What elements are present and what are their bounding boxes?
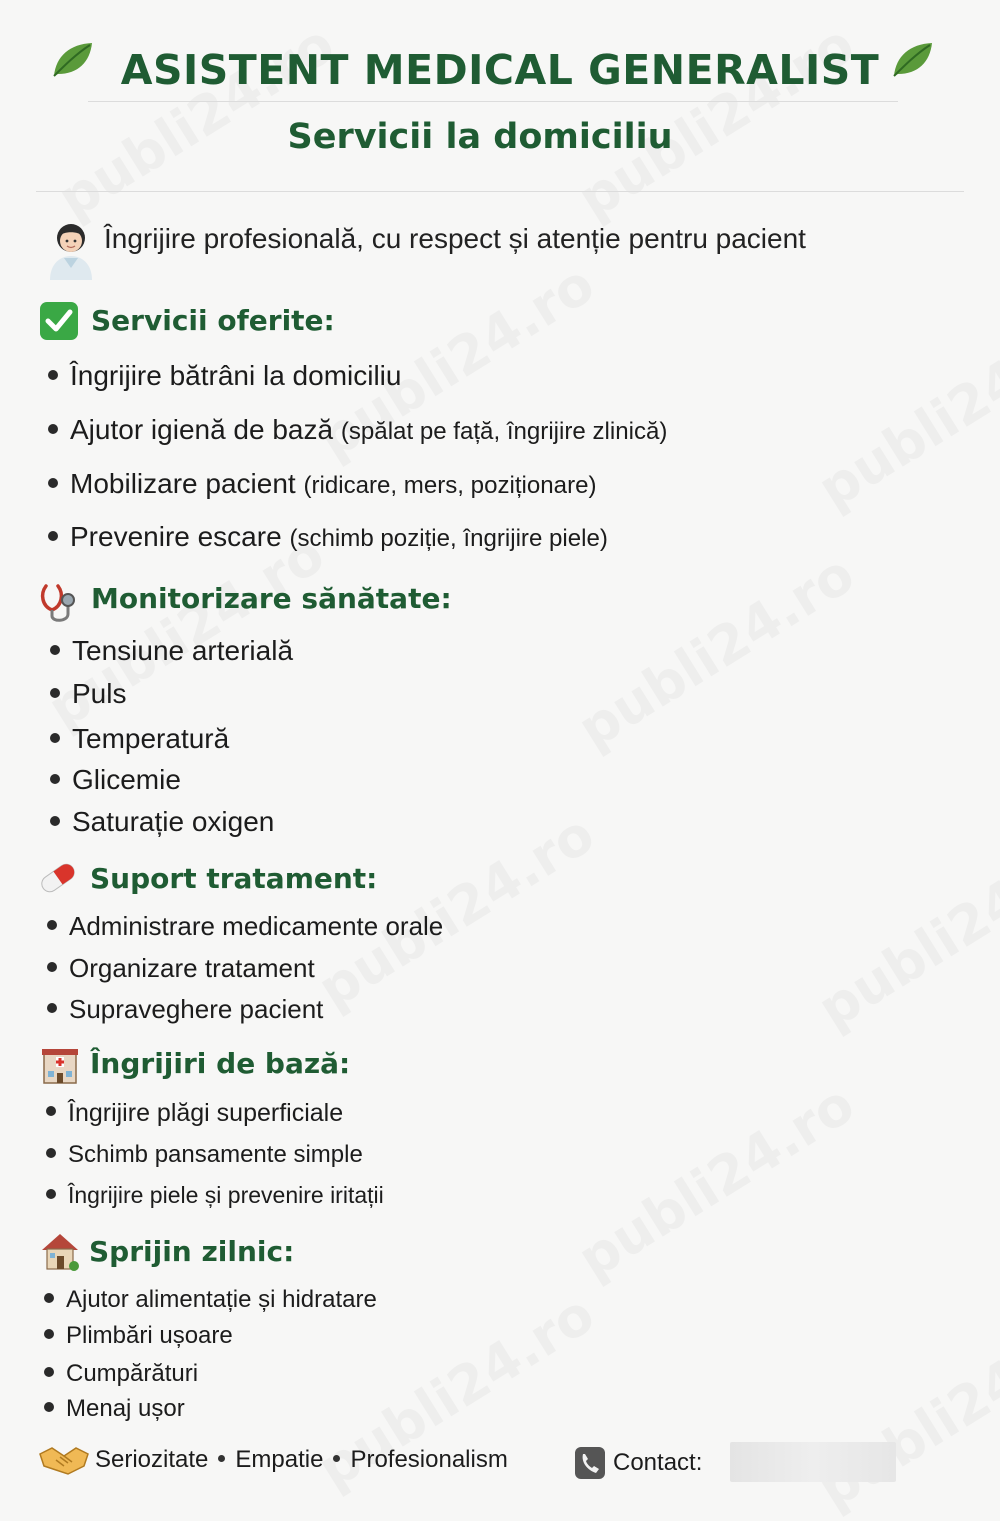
watermark xyxy=(567,542,865,761)
item-text: Temperatură xyxy=(72,723,230,754)
list-item xyxy=(48,360,401,392)
list-item xyxy=(47,911,443,942)
footer-values xyxy=(95,1446,508,1474)
item-note: (spălat pe față, îngrijire zlinică) xyxy=(340,418,668,445)
page-subtitle: Servicii la domiciliu xyxy=(287,117,673,157)
intro-text: Îngrijire profesională, cu respect și atenție pentru pacient xyxy=(104,223,806,254)
bullet xyxy=(48,478,58,488)
section-title-basic-care: Îngrijiri de bază: xyxy=(90,1047,351,1080)
bullet xyxy=(44,1293,54,1303)
bullet xyxy=(50,733,60,743)
list-item xyxy=(50,764,181,796)
list-item xyxy=(48,414,667,446)
list-item xyxy=(46,1099,343,1128)
list-item xyxy=(44,1286,377,1314)
hospital-icon xyxy=(38,1043,82,1087)
watermark xyxy=(807,1302,1000,1521)
divider xyxy=(88,101,898,102)
bullet xyxy=(44,1402,54,1412)
item-text: Saturație oxigen xyxy=(72,806,275,837)
item-text: Puls xyxy=(72,678,127,709)
list-item xyxy=(44,1322,233,1350)
item-text: Mobilizare pacient xyxy=(70,468,296,499)
section-title-monitoring: Monitorizare sănătate: xyxy=(91,582,452,615)
bullet xyxy=(44,1367,54,1377)
separator xyxy=(333,1455,340,1462)
item-text: Îngrijire piele și prevenire iritații xyxy=(68,1182,384,1208)
section-title-daily: Sprijin zilnic: xyxy=(89,1235,295,1268)
list-item xyxy=(50,806,274,838)
item-text: Menaj ușor xyxy=(66,1395,185,1422)
list-item xyxy=(46,1182,384,1209)
pill-icon xyxy=(36,856,80,900)
section-title-services: Servicii oferite: xyxy=(91,304,335,337)
bullet xyxy=(50,645,60,655)
bullet xyxy=(48,531,58,541)
item-text: Cumpărături xyxy=(66,1360,199,1387)
bullet xyxy=(46,1106,56,1116)
contact-label: Contact: xyxy=(613,1449,703,1476)
item-text: Îngrijire plăgi superficiale xyxy=(68,1099,344,1127)
value-empatie: Empatie xyxy=(235,1446,324,1473)
list-item xyxy=(44,1395,185,1423)
stethoscope-icon xyxy=(38,580,82,624)
list-item xyxy=(47,953,315,984)
item-note: (schimb poziție, îngrijire piele) xyxy=(289,525,608,552)
watermark xyxy=(567,1072,865,1291)
list-item xyxy=(50,723,229,755)
handshake-icon xyxy=(38,1442,90,1478)
list-item xyxy=(47,994,323,1025)
bullet xyxy=(48,424,58,434)
list-item xyxy=(48,521,608,553)
contact-redacted xyxy=(730,1442,896,1482)
bullet xyxy=(46,1189,56,1199)
bullet xyxy=(47,1003,57,1013)
bullet xyxy=(47,920,57,930)
item-text: Ajutor alimentație și hidratare xyxy=(66,1286,377,1313)
item-text: Îngrijire bătrâni la domiciliu xyxy=(70,360,402,391)
bullet xyxy=(46,1148,56,1158)
bullet xyxy=(47,962,57,972)
item-text: Prevenire escare xyxy=(70,521,282,552)
separator xyxy=(218,1455,225,1462)
divider xyxy=(36,191,964,192)
page-title: ASISTENT MEDICAL GENERALIST xyxy=(120,46,880,94)
value-profesionalism: Profesionalism xyxy=(350,1446,508,1473)
item-text: Administrare medicamente orale xyxy=(69,911,444,941)
check-mark-icon xyxy=(38,300,80,342)
item-text: Ajutor igienă de bază xyxy=(70,414,334,445)
nurse-icon xyxy=(44,214,98,280)
list-item xyxy=(46,1141,363,1169)
watermark xyxy=(807,822,1000,1041)
item-text: Supraveghere pacient xyxy=(69,994,324,1024)
list-item xyxy=(50,678,126,710)
house-icon xyxy=(38,1228,82,1272)
watermark xyxy=(807,302,1000,521)
bullet xyxy=(50,688,60,698)
item-text: Plimbări ușoare xyxy=(66,1322,233,1349)
item-text: Glicemie xyxy=(72,764,181,795)
bullet xyxy=(44,1329,54,1339)
item-note: (ridicare, mers, poziționare) xyxy=(303,472,597,499)
bullet xyxy=(48,370,58,380)
item-text: Schimb pansamente simple xyxy=(68,1141,363,1168)
value-seriozitate: Seriozitate xyxy=(95,1446,209,1473)
list-item xyxy=(48,468,597,500)
phone-icon xyxy=(574,1446,606,1480)
list-item xyxy=(44,1360,198,1388)
item-text: Tensiune arterială xyxy=(72,635,294,666)
bullet xyxy=(50,816,60,826)
list-item xyxy=(50,635,293,667)
bullet xyxy=(50,774,60,784)
item-text: Organizare tratament xyxy=(69,953,315,983)
section-title-treatment: Suport tratament: xyxy=(90,862,378,895)
